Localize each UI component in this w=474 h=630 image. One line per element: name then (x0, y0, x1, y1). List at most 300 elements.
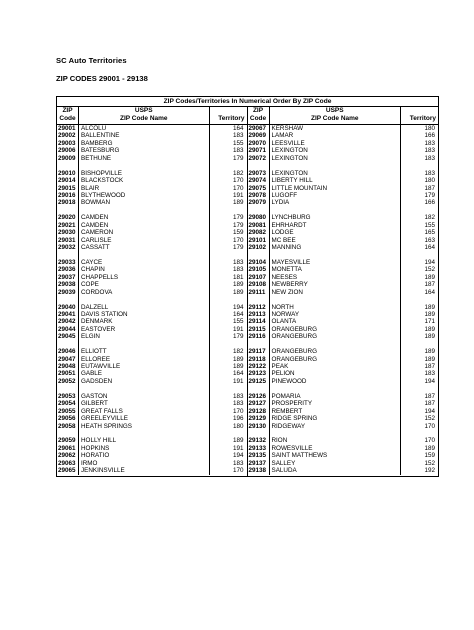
zip-name-cell: GADSDEN (79, 378, 210, 385)
zip-code-cell: 29058 (57, 423, 79, 430)
table-row (248, 378, 439, 385)
table-row (57, 281, 247, 288)
zip-name-cell: SAINT MATTHEWS (270, 452, 402, 459)
zip-name-cell: ELLIOTT (79, 348, 210, 355)
territory-cell: 194 (424, 407, 435, 415)
zip-code-cell: 29078 (248, 192, 270, 199)
zip-name-cell: REMBERT (270, 408, 402, 415)
table-row (57, 214, 247, 221)
name-header-line1: USPS (134, 107, 153, 114)
zip-code-cell: 29115 (248, 326, 270, 333)
zip-name-cell: BLACKSTOCK (79, 177, 210, 184)
zip-name-cell (270, 251, 402, 258)
table-row (57, 222, 247, 229)
table-row (248, 185, 439, 192)
table-row (57, 333, 247, 340)
table-row (57, 415, 247, 422)
zip-name-cell: ORANGEBURG (270, 326, 402, 333)
zip-code-cell: 29129 (248, 415, 270, 422)
zip-name-cell: GREELEYVILLE (79, 415, 210, 422)
table-row (248, 222, 439, 229)
zip-name-cell: NEW ZION (270, 289, 402, 296)
territory-cell: 179 (424, 191, 435, 199)
territory-cell (210, 251, 247, 258)
zip-name-cell (79, 385, 210, 392)
territory-cell: 194 (424, 377, 435, 385)
table-row (57, 192, 247, 199)
table-row (57, 363, 247, 370)
table-row (57, 266, 247, 273)
row-spacer (57, 385, 247, 392)
document-subtitle: ZIP CODES 29001 - 29138 (56, 74, 148, 83)
row-spacer (248, 296, 439, 303)
table-row (248, 266, 439, 273)
table-row (248, 408, 439, 415)
name-header-line2: ZIP Code Name (310, 115, 359, 122)
table-row (57, 423, 247, 430)
table-row (57, 155, 247, 162)
territory-cell: 183 (424, 147, 435, 155)
zip-name-cell: HOLLY HILL (79, 437, 210, 444)
zip-name-cell: RIDGEWAY (270, 423, 402, 430)
table-row (57, 437, 247, 444)
table-row (57, 460, 247, 467)
zip-name-cell: DAVIS STATION (79, 311, 210, 318)
zip-name-cell: PROSPERITY (270, 400, 402, 407)
zip-code-cell: 29073 (248, 170, 270, 177)
table-row (57, 348, 247, 355)
territory-cell (210, 207, 247, 214)
zip-name-cell: LYNCHBURG (270, 214, 402, 221)
territory-cell: 183 (424, 154, 435, 162)
zip-name-cell: ORANGEBURG (270, 348, 402, 355)
zip-code-cell: 29061 (57, 445, 79, 452)
zip-name-cell: LODGE (270, 229, 402, 236)
territory-cell: 183 (232, 258, 244, 266)
territory-cell: 189 (424, 273, 435, 281)
zip-code-cell: 29138 (248, 467, 270, 474)
table-row (57, 311, 247, 318)
territory-cell (210, 296, 247, 303)
territory-cell: 170 (232, 236, 244, 244)
territory-cell: 191 (232, 444, 244, 452)
territory-cell: 179 (232, 221, 244, 229)
zip-name-cell: GASTON (79, 393, 210, 400)
zip-name-cell: NEESES (270, 274, 402, 281)
zip-name-cell (79, 162, 210, 169)
zip-code-cell: 29070 (248, 140, 270, 147)
row-spacer (248, 207, 439, 214)
territory-cell: 155 (232, 139, 244, 147)
territory-cell: 189 (424, 303, 435, 311)
zip-code-cell: 29133 (248, 445, 270, 452)
zip-code-cell: 29122 (248, 363, 270, 370)
zip-code-cell: 29042 (57, 318, 79, 325)
zip-name-cell (270, 207, 402, 214)
territory-cell: 181 (232, 273, 244, 281)
zip-code-cell: 29062 (57, 452, 79, 459)
table-row (248, 415, 439, 422)
table-row (57, 140, 247, 147)
table-row (57, 177, 247, 184)
zip-name-cell: EHRHARDT (270, 222, 402, 229)
table-row (57, 259, 247, 266)
territory-cell (401, 385, 438, 392)
zip-code-cell: 29135 (248, 452, 270, 459)
territory-cell: 191 (232, 191, 244, 199)
table-row (57, 229, 247, 236)
table-row (248, 348, 439, 355)
zip-name-cell: BATESBURG (79, 147, 210, 154)
table-row (57, 237, 247, 244)
table-row (248, 356, 439, 363)
table-row (57, 378, 247, 385)
zip-code-cell: 29127 (248, 400, 270, 407)
zip-code-cell: 29018 (57, 199, 79, 206)
territory-cell: 164 (232, 370, 244, 378)
table-row (57, 147, 247, 154)
zip-name-cell (270, 162, 402, 169)
table-columns (57, 107, 438, 476)
zip-code-cell: 29132 (248, 437, 270, 444)
table-row (248, 177, 439, 184)
table-row (248, 370, 439, 377)
table-row (248, 326, 439, 333)
territory-cell: 182 (424, 214, 435, 222)
zip-name-cell: NORWAY (270, 311, 402, 318)
zip-code-cell: 29044 (57, 326, 79, 333)
zip-territory-table (56, 96, 439, 477)
zip-name-cell: LEXINGTON (270, 147, 402, 154)
zip-name-cell: PINEWOOD (270, 378, 402, 385)
zip-header-line1: ZIP (62, 107, 73, 114)
territory-cell: 183 (232, 266, 244, 274)
table-row (248, 274, 439, 281)
table-row (57, 185, 247, 192)
table-row (57, 199, 247, 206)
table-row (248, 467, 439, 474)
territory-cell: 189 (424, 333, 435, 341)
row-spacer (248, 341, 439, 348)
territory-cell: 194 (232, 303, 244, 311)
territory-cell: 180 (424, 125, 435, 132)
territory-cell: 171 (424, 318, 435, 326)
zip-code-cell: 29102 (248, 244, 270, 251)
territory-cell: 164 (232, 125, 244, 132)
zip-code-cell: 29047 (57, 356, 79, 363)
zip-name-cell (270, 385, 402, 392)
territory-cell: 170 (232, 467, 244, 475)
row-spacer (248, 162, 439, 169)
row-spacer (248, 251, 439, 258)
zip-name-cell: LEXINGTON (270, 155, 402, 162)
zip-code-cell: 29055 (57, 408, 79, 415)
zip-name-cell (79, 341, 210, 348)
territory-cell: 179 (232, 244, 244, 251)
zip-name-cell: GREAT FALLS (79, 408, 210, 415)
zip-code-cell (57, 385, 79, 392)
table-row (57, 132, 247, 139)
territory-cell: 191 (232, 377, 244, 385)
zip-name-cell: CHAPIN (79, 266, 210, 273)
zip-header-line1: ZIP (252, 107, 264, 114)
row-spacer (248, 385, 439, 392)
zip-name-cell: PELION (270, 370, 402, 377)
territory-cell: 170 (232, 184, 244, 192)
zip-code-header (57, 107, 79, 124)
zip-code-cell: 29071 (248, 147, 270, 154)
zip-code-cell: 29001 (57, 125, 79, 132)
zip-name-cell: LEESVILLE (270, 140, 402, 147)
zip-name-cell: GABLE (79, 370, 210, 377)
zip-code-cell: 29021 (57, 222, 79, 229)
row-spacer (57, 251, 247, 258)
zip-code-cell: 29040 (57, 304, 79, 311)
zip-code-cell: 29108 (248, 281, 270, 288)
zip-name-cell (79, 296, 210, 303)
table-row (248, 192, 439, 199)
territory-cell: 159 (232, 229, 244, 237)
table-row (248, 170, 439, 177)
row-spacer (57, 341, 247, 348)
zip-code-cell: 29053 (57, 393, 79, 400)
table-row (248, 333, 439, 340)
table-row (57, 274, 247, 281)
table-row (57, 452, 247, 459)
territory-cell: 189 (232, 363, 244, 370)
table-row (248, 147, 439, 154)
zip-name-cell: BISHOPVILLE (79, 170, 210, 177)
zip-name-cell: PEAK (270, 363, 402, 370)
zip-code-cell: 29063 (57, 460, 79, 467)
zip-name-cell: ELGIN (79, 333, 210, 340)
zip-code-cell: 29116 (248, 333, 270, 340)
territory-cell (210, 341, 247, 348)
right-header-row (248, 107, 439, 125)
zip-name-header (79, 107, 210, 124)
zip-name-cell: LITTLE MOUNTAIN (270, 185, 402, 192)
territory-cell: 166 (424, 199, 435, 207)
territory-cell: 179 (232, 333, 244, 341)
territory-cell: 152 (424, 459, 435, 467)
table-row (248, 393, 439, 400)
zip-name-cell: JENKINSVILLE (79, 467, 210, 474)
zip-name-cell: KERSHAW (270, 125, 402, 132)
zip-name-cell (270, 296, 402, 303)
territory-cell: 196 (232, 415, 244, 423)
left-column-group (57, 107, 248, 476)
zip-name-cell: ROWESVILLE (270, 445, 402, 452)
territory-cell: 179 (232, 214, 244, 222)
territory-cell: 187 (424, 281, 435, 289)
zip-code-cell: 29054 (57, 400, 79, 407)
territory-cell: 192 (424, 467, 435, 475)
row-spacer (57, 162, 247, 169)
zip-code-cell: 29009 (57, 155, 79, 162)
zip-code-cell (248, 341, 270, 348)
table-row (248, 244, 439, 251)
territory-cell: 191 (232, 325, 244, 333)
territory-cell: 189 (424, 310, 435, 318)
table-row (57, 356, 247, 363)
name-header-line1: USPS (325, 107, 344, 114)
zip-name-cell: CAYCE (79, 259, 210, 266)
zip-code-cell: 29045 (57, 333, 79, 340)
territory-cell: 189 (232, 288, 244, 296)
zip-code-cell: 29046 (57, 348, 79, 355)
zip-code-cell: 29065 (57, 467, 79, 474)
zip-code-cell: 29101 (248, 237, 270, 244)
zip-code-cell: 29067 (248, 125, 270, 132)
table-row (248, 237, 439, 244)
territory-cell (210, 385, 247, 392)
row-spacer (57, 430, 247, 437)
zip-name-cell: GILBERT (79, 400, 210, 407)
table-row (248, 437, 439, 444)
zip-code-cell (248, 207, 270, 214)
territory-cell: 155 (424, 221, 435, 229)
table-row (248, 229, 439, 236)
zip-name-cell: CASSATT (79, 244, 210, 251)
zip-code-cell: 29014 (57, 177, 79, 184)
territory-cell (401, 296, 438, 303)
table-row (57, 370, 247, 377)
zip-name-cell (79, 251, 210, 258)
zip-code-cell: 29015 (57, 185, 79, 192)
zip-name-cell: MC BEE (270, 237, 402, 244)
territory-cell: 159 (424, 452, 435, 460)
table-row (57, 326, 247, 333)
zip-name-cell: SALUDA (270, 467, 402, 474)
table-row (248, 304, 439, 311)
territory-cell: 180 (232, 422, 244, 430)
zip-code-cell: 29031 (57, 237, 79, 244)
zip-name-cell: ORANGEBURG (270, 333, 402, 340)
zip-code-cell: 29039 (57, 289, 79, 296)
zip-name-cell: EASTOVER (79, 326, 210, 333)
table-row (57, 408, 247, 415)
zip-name-cell: ALCOLU (79, 125, 210, 132)
zip-header-line2: Code (59, 115, 76, 122)
table-row (57, 467, 247, 474)
zip-code-cell: 29079 (248, 199, 270, 206)
territory-header: Territory (218, 115, 245, 122)
zip-code-cell: 29030 (57, 229, 79, 236)
zip-name-cell: RION (270, 437, 402, 444)
territory-cell: 189 (232, 281, 244, 289)
zip-code-cell (248, 162, 270, 169)
zip-name-cell: DENMARK (79, 318, 210, 325)
zip-code-cell: 29080 (248, 214, 270, 221)
zip-code-cell (57, 207, 79, 214)
zip-name-cell: BLAIR (79, 185, 210, 192)
zip-code-header (248, 107, 270, 124)
row-spacer (57, 296, 247, 303)
zip-name-cell: CORDOVA (79, 289, 210, 296)
zip-code-cell: 29032 (57, 244, 79, 251)
territory-cell: 164 (424, 244, 435, 251)
zip-code-cell: 29059 (57, 437, 79, 444)
document-title: SC Auto Territories (56, 56, 127, 65)
table-row (57, 125, 247, 132)
territory-header: Territory (409, 115, 436, 122)
zip-code-cell: 29037 (57, 274, 79, 281)
table-row (248, 199, 439, 206)
zip-code-cell (57, 162, 79, 169)
row-spacer (57, 207, 247, 214)
territory-cell: 170 (232, 407, 244, 415)
zip-code-cell: 29002 (57, 132, 79, 139)
zip-code-cell: 29038 (57, 281, 79, 288)
table-row (57, 400, 247, 407)
zip-code-cell: 29118 (248, 356, 270, 363)
zip-code-cell: 29006 (57, 147, 79, 154)
territory-cell: 194 (424, 258, 435, 266)
zip-name-cell: HEATH SPRINGS (79, 423, 210, 430)
zip-name-cell: BAMBERG (79, 140, 210, 147)
zip-code-cell: 29123 (248, 370, 270, 377)
zip-code-cell: 29126 (248, 393, 270, 400)
name-header-line2: ZIP Code Name (119, 115, 168, 122)
table-row (248, 155, 439, 162)
territory-cell: 183 (424, 370, 435, 378)
territory-cell: 183 (424, 139, 435, 147)
territory-cell: 189 (424, 348, 435, 356)
zip-name-cell: LAMAR (270, 132, 402, 139)
zip-code-cell: 29056 (57, 415, 79, 422)
zip-name-cell: OLANTA (270, 318, 402, 325)
zip-code-cell: 29036 (57, 266, 79, 273)
territory-cell: 183 (424, 169, 435, 177)
zip-name-cell: BALLENTINE (79, 132, 210, 139)
table-row (248, 259, 439, 266)
zip-name-cell: LEXINGTON (270, 170, 402, 177)
zip-name-cell: NEWBERRY (270, 281, 402, 288)
right-column-group (248, 107, 439, 476)
table-row (57, 244, 247, 251)
zip-name-cell: ELLOREE (79, 356, 210, 363)
zip-code-cell: 29052 (57, 378, 79, 385)
zip-name-cell: BLYTHEWOOD (79, 192, 210, 199)
zip-code-cell: 29107 (248, 274, 270, 281)
territory-cell: 189 (232, 437, 244, 445)
territory-cell: 189 (232, 355, 244, 363)
zip-name-cell: COPE (79, 281, 210, 288)
left-rows (57, 125, 247, 476)
zip-name-cell: EUTAWVILLE (79, 363, 210, 370)
zip-header-line2: Code (249, 115, 267, 122)
table-row (248, 140, 439, 147)
zip-code-cell: 29105 (248, 266, 270, 273)
row-spacer (248, 430, 439, 437)
table-row (57, 318, 247, 325)
zip-name-cell: CARLISLE (79, 237, 210, 244)
territory-cell: 170 (424, 422, 435, 430)
table-row (57, 289, 247, 296)
territory-cell: 189 (424, 355, 435, 363)
zip-code-cell: 29114 (248, 318, 270, 325)
zip-name-cell: RIDGE SPRING (270, 415, 402, 422)
territory-cell: 189 (424, 325, 435, 333)
zip-code-cell: 29128 (248, 408, 270, 415)
table-row (248, 400, 439, 407)
territory-cell: 187 (424, 400, 435, 408)
zip-name-cell: BOWMAN (79, 199, 210, 206)
table-row (57, 304, 247, 311)
territory-cell: 152 (424, 266, 435, 274)
zip-code-cell: 29104 (248, 259, 270, 266)
zip-name-header (270, 107, 402, 124)
